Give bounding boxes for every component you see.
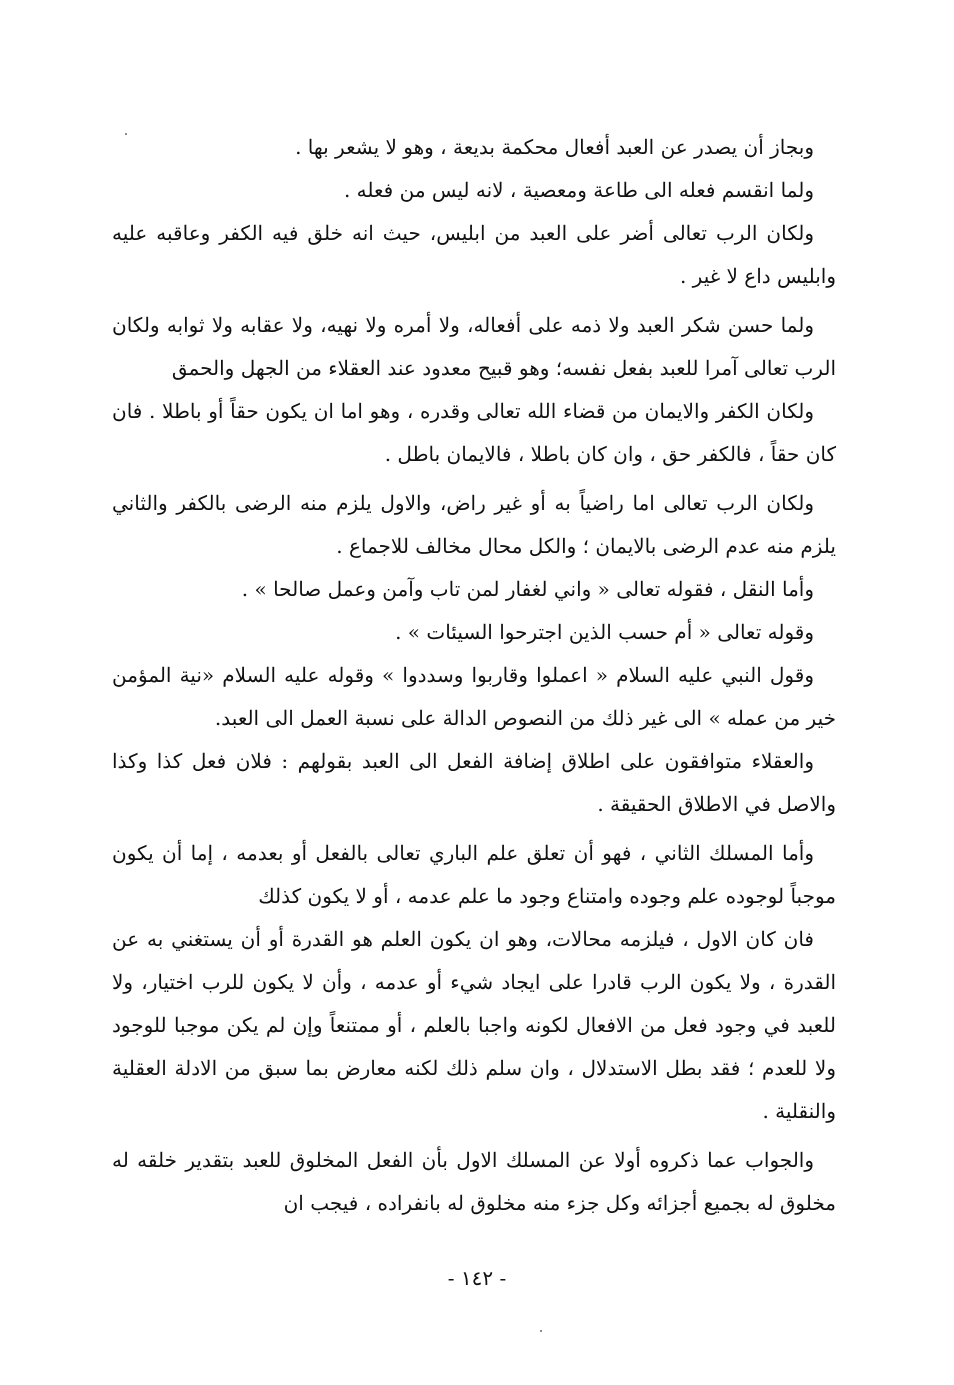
paragraph-7: وأما النقل ، فقوله تعالى « واني لغفار لمن تاب وآمن وعمل صالحا » .: [241, 577, 814, 601]
paragraph-5: ولكان الكفر والايمان من قضاء الله تعالى وقدره ، وهو اما ان يكون حقاً أو باطلا . فان كان حقاً ، فالكفر حق ، وان كان باطلا ، فالايمان باطل .: [112, 399, 836, 466]
scan-speck: [540, 1330, 542, 1332]
scan-speck: [125, 133, 127, 135]
paragraph-6: ولكان الرب تعالى اما راضياً به أو غير راض، والاول يلزم منه الرضى بالكفر والثاني يلزم منه عدم الرضى بالايمان ؛ والكل محال مخالف للاجماع .: [112, 491, 836, 558]
paragraph-11: وأما المسلك الثاني ، فهو أن تعلق علم الباري تعالى بالفعل أو بعدمه ، إما أن يكون موجباً لوجوده علم وجوده وامتناع وجود ما علم عدمه ، أو لا يكون كذلك: [112, 841, 836, 908]
paragraph-13: والجواب عما ذكروه أولا عن المسلك الاول بأن الفعل المخلوق للعبد بتقدير خلقه له مخلوق له بجميع أجزائه وكل جزء منه مخلوق له بانفراده ، فيجب ان: [112, 1148, 836, 1215]
paragraph-8: وقوله تعالى « أم حسب الذين اجترحوا السيئات » .: [395, 620, 814, 644]
page-number: - ١٤٢ -: [447, 1266, 507, 1290]
paragraph-2: ولما انقسم فعله الى طاعة ومعصية ، لانه ليس من فعله .: [343, 178, 814, 202]
paragraph-10: والعقلاء متوافقون على اطلاق إضافة الفعل الى العبد بقولهم : فلان فعل كذا وكذا والاصل في الاطلاق الحقيقة .: [112, 749, 836, 816]
paragraph-9: وقول النبي عليه السلام « اعملوا وقاربوا وسددوا » وقوله عليه السلام «نية المؤمن خير من عمله » الى غير ذلك من النصوص الدالة على نسبة العمل الى العبد.: [112, 663, 836, 730]
paragraph-12: فان كان الاول ، فيلزمه محالات، وهو ان يكون العلم هو القدرة أو أن يستغني به عن القدرة ، ولا يكون الرب قادرا على ايجاد شيء أو عدمه ، وأن لا يكون للرب اختيار، ولا للعبد في وجود فعل من الافعال لكونه واجبا بالعلم ، أو ممتنعاً وإن لم يكن موجبا للوجود ولا للعدم ؛ فقد بطل الاستدلال ، وان سلم ذلك لكنه معارض بما سبق من الادلة العقلية والنقلية .: [112, 927, 836, 1123]
body-text: [112, 126, 836, 1225]
paragraph-1: وبجاز أن يصدر عن العبد أفعال محكمة بديعة ، وهو لا يشعر بها .: [295, 135, 814, 159]
paragraph-4: ولما حسن شكر العبد ولا ذمه على أفعاله، ولا أمره ولا نهيه، ولا عقابه ولا ثوابه ولكان الرب تعالى آمرا للعبد بفعل نفسه؛ وهو قبيح معدود عند العقلاء من الجهل والحمق: [112, 313, 836, 380]
paragraph-3: ولكان الرب تعالى أضر على العبد من ابليس، حيث انه خلق فيه الكفر وعاقبه عليه وابليس داع لا غير .: [112, 221, 836, 288]
